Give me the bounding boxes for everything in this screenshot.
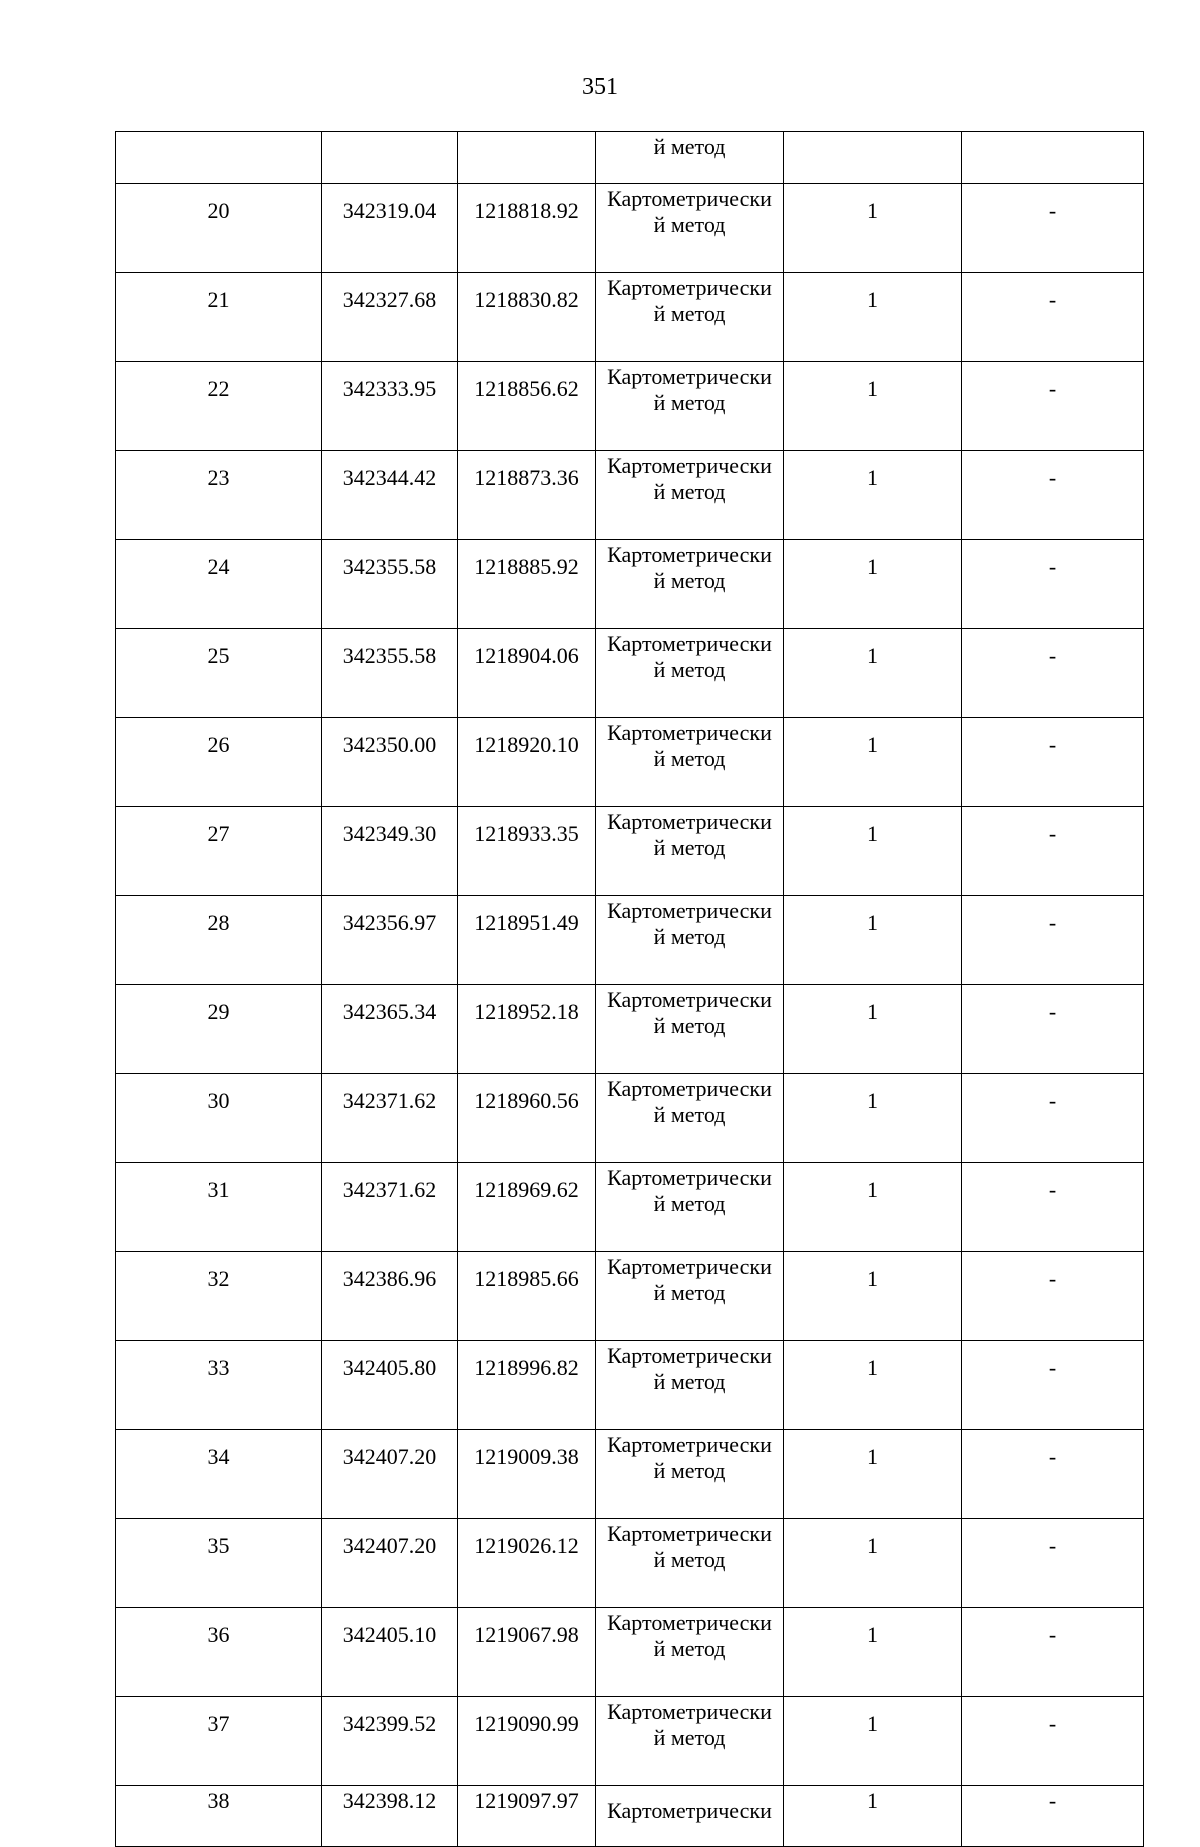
cell-x: 342349.30 (322, 807, 458, 896)
cell-accuracy: 1 (784, 807, 962, 896)
method-line-1: Картометрически (607, 364, 772, 389)
cell-point-number: 23 (116, 451, 322, 540)
cell-accuracy: 1 (784, 1430, 962, 1519)
cell-note: - (962, 540, 1144, 629)
cell-x: 342333.95 (322, 362, 458, 451)
cell-y: 1218920.10 (458, 718, 596, 807)
cell-note: - (962, 718, 1144, 807)
table-row (116, 1786, 1144, 1847)
table-row (116, 1074, 1144, 1163)
cell-note: - (962, 184, 1144, 273)
cell-y: 1219090.99 (458, 1697, 596, 1786)
method-line-1: Картометрически (607, 1343, 772, 1368)
cell-method (596, 1697, 784, 1786)
cell-x: 342399.52 (322, 1697, 458, 1786)
coordinates-table (115, 131, 1144, 1847)
method-line-2: й метод (653, 479, 726, 504)
table-row (116, 184, 1144, 273)
method-line-2: й метод (653, 390, 726, 415)
cell-y: 1218951.49 (458, 896, 596, 985)
cell-method (596, 451, 784, 540)
cell-method (596, 718, 784, 807)
cell-x: 342405.10 (322, 1608, 458, 1697)
cell-note: - (962, 1430, 1144, 1519)
cell-y: 1218960.56 (458, 1074, 596, 1163)
cell-accuracy: 1 (784, 1519, 962, 1608)
cell-accuracy: 1 (784, 362, 962, 451)
cell-x: 342371.62 (322, 1074, 458, 1163)
cell-note: - (962, 1341, 1144, 1430)
table-row (116, 1252, 1144, 1341)
cell-x: 342405.80 (322, 1341, 458, 1430)
method-line-2: й метод (653, 212, 726, 237)
cell-accuracy: 1 (784, 1074, 962, 1163)
table-row (116, 273, 1144, 362)
cell-y: 1219097.97 (458, 1786, 596, 1847)
method-line-1: Картометрически (607, 453, 772, 478)
method-line-1: Картометрически (607, 1699, 772, 1724)
method-line-1: Картометрически (607, 1165, 772, 1190)
cell-y: 1218904.06 (458, 629, 596, 718)
method-line-1: Картометрически (607, 720, 772, 745)
cell-accuracy: 1 (784, 451, 962, 540)
cell-y: 1218969.62 (458, 1163, 596, 1252)
cell-note (962, 132, 1144, 184)
cell-note: - (962, 451, 1144, 540)
cell-accuracy: 1 (784, 273, 962, 362)
cell-note: - (962, 1786, 1144, 1847)
cell-point-number: 29 (116, 985, 322, 1074)
method-line-1: Картометрически (607, 898, 772, 923)
cell-accuracy: 1 (784, 1697, 962, 1786)
method-line-2: й метод (653, 657, 726, 682)
cell-x: 342327.68 (322, 273, 458, 362)
method-line-2: й метод (653, 746, 726, 771)
cell-y: 1218885.92 (458, 540, 596, 629)
table-row (116, 1608, 1144, 1697)
cell-method (596, 362, 784, 451)
table-row (116, 1163, 1144, 1252)
method-line-2: й метод (653, 924, 726, 949)
table-row (116, 451, 1144, 540)
cell-method (596, 1608, 784, 1697)
method-line-1: Картометрически (607, 631, 772, 656)
method-line-1: Картометрически (607, 542, 772, 567)
cell-accuracy: 1 (784, 540, 962, 629)
method-line-2: й метод (653, 1280, 726, 1305)
cell-note: - (962, 1519, 1144, 1608)
cell-y: 1219009.38 (458, 1430, 596, 1519)
cell-x: 342407.20 (322, 1430, 458, 1519)
table-row (116, 540, 1144, 629)
cell-accuracy: 1 (784, 1786, 962, 1847)
cell-method (596, 1341, 784, 1430)
cell-point-number: 38 (116, 1786, 322, 1847)
cell-point-number: 35 (116, 1519, 322, 1608)
method-line-2: й метод (653, 835, 726, 860)
cell-y: 1218952.18 (458, 985, 596, 1074)
cell-y: 1218856.62 (458, 362, 596, 451)
cell-note: - (962, 1074, 1144, 1163)
table-row (116, 718, 1144, 807)
cell-y: 1218830.82 (458, 273, 596, 362)
cell-method (596, 896, 784, 985)
cell-point-number: 31 (116, 1163, 322, 1252)
cell-point-number: 21 (116, 273, 322, 362)
method-line-2: й метод (653, 1369, 726, 1394)
cell-x: 342355.58 (322, 540, 458, 629)
cell-x: 342398.12 (322, 1786, 458, 1847)
cell-x: 342344.42 (322, 451, 458, 540)
cell-x: 342407.20 (322, 1519, 458, 1608)
cell-method (596, 807, 784, 896)
cell-point-number: 32 (116, 1252, 322, 1341)
method-line-1: Картометрически (607, 275, 772, 300)
table-row (116, 362, 1144, 451)
cell-note: - (962, 1608, 1144, 1697)
cell-point-number: 26 (116, 718, 322, 807)
cell-note: - (962, 629, 1144, 718)
cell-y: 1218873.36 (458, 451, 596, 540)
cell-point-number: 33 (116, 1341, 322, 1430)
table-row (116, 1697, 1144, 1786)
page-number: 351 (582, 74, 618, 100)
method-line-1: Картометрически (607, 1521, 772, 1546)
table-body (116, 132, 1144, 1847)
method-line-1: Картометрически (607, 809, 772, 834)
method-line-1: Картометрически (607, 186, 772, 211)
cell-x: 342355.58 (322, 629, 458, 718)
cell-point-number: 25 (116, 629, 322, 718)
cell-accuracy: 1 (784, 1341, 962, 1430)
cell-accuracy: 1 (784, 1163, 962, 1252)
cell-accuracy: 1 (784, 985, 962, 1074)
table-row (116, 1341, 1144, 1430)
cell-y: 1218818.92 (458, 184, 596, 273)
cell-point-number: 28 (116, 896, 322, 985)
cell-method (596, 184, 784, 273)
cell-x: 342319.04 (322, 184, 458, 273)
cell-point-number: 36 (116, 1608, 322, 1697)
cell-method (596, 1519, 784, 1608)
cell-point-number (116, 132, 322, 184)
table-row (116, 807, 1144, 896)
method-line-1: Картометрически (607, 1610, 772, 1635)
cell-accuracy: 1 (784, 896, 962, 985)
cell-accuracy: 1 (784, 1252, 962, 1341)
cell-y: 1219026.12 (458, 1519, 596, 1608)
cell-accuracy: 1 (784, 718, 962, 807)
cell-x (322, 132, 458, 184)
cell-y: 1218985.66 (458, 1252, 596, 1341)
continuation-row (116, 132, 1144, 184)
method-line-2: й метод (653, 1013, 726, 1038)
cell-note: - (962, 1163, 1144, 1252)
cell-note: - (962, 1697, 1144, 1786)
method-line-2: й метод (653, 1458, 726, 1483)
cell-accuracy (784, 132, 962, 184)
table-row (116, 1430, 1144, 1519)
cell-accuracy: 1 (784, 1608, 962, 1697)
cell-point-number: 30 (116, 1074, 322, 1163)
table-row (116, 985, 1144, 1074)
cell-x: 342365.34 (322, 985, 458, 1074)
cell-point-number: 22 (116, 362, 322, 451)
method-line-2: й метод (653, 1636, 726, 1661)
method-line-2: й метод (653, 1725, 726, 1750)
cell-method: й метод (596, 132, 784, 184)
cell-note: - (962, 1252, 1144, 1341)
cell-method (596, 540, 784, 629)
table-row (116, 1519, 1144, 1608)
method-line-2: й метод (653, 301, 726, 326)
cell-note: - (962, 362, 1144, 451)
cell-note: - (962, 807, 1144, 896)
method-line-2: й метод (653, 1102, 726, 1127)
cell-note: - (962, 896, 1144, 985)
cell-point-number: 34 (116, 1430, 322, 1519)
cell-method (596, 1252, 784, 1341)
cell-point-number: 27 (116, 807, 322, 896)
cell-x: 342386.96 (322, 1252, 458, 1341)
cell-y (458, 132, 596, 184)
table-row (116, 896, 1144, 985)
cell-method (596, 1430, 784, 1519)
table-row (116, 629, 1144, 718)
method-line-2: й метод (653, 1191, 726, 1216)
cell-note: - (962, 985, 1144, 1074)
cell-method (596, 273, 784, 362)
cell-accuracy: 1 (784, 629, 962, 718)
cell-accuracy: 1 (784, 184, 962, 273)
cell-note: - (962, 273, 1144, 362)
cell-point-number: 37 (116, 1697, 322, 1786)
cell-x: 342350.00 (322, 718, 458, 807)
cell-method (596, 629, 784, 718)
cell-method (596, 1074, 784, 1163)
cell-y: 1219067.98 (458, 1608, 596, 1697)
cell-method (596, 1163, 784, 1252)
method-line-2: й метод (653, 1547, 726, 1572)
method-line-1: Картометрически (607, 1254, 772, 1279)
cell-point-number: 24 (116, 540, 322, 629)
cell-method: Картометрически (596, 1786, 784, 1847)
cell-y: 1218933.35 (458, 807, 596, 896)
cell-x: 342371.62 (322, 1163, 458, 1252)
method-line-1: Картометрически (607, 1432, 772, 1457)
cell-x: 342356.97 (322, 896, 458, 985)
method-line-1: Картометрически (607, 987, 772, 1012)
method-line-1: Картометрически (607, 1076, 772, 1101)
cell-y: 1218996.82 (458, 1341, 596, 1430)
method-line-2: й метод (653, 568, 726, 593)
cell-method (596, 985, 784, 1074)
cell-point-number: 20 (116, 184, 322, 273)
